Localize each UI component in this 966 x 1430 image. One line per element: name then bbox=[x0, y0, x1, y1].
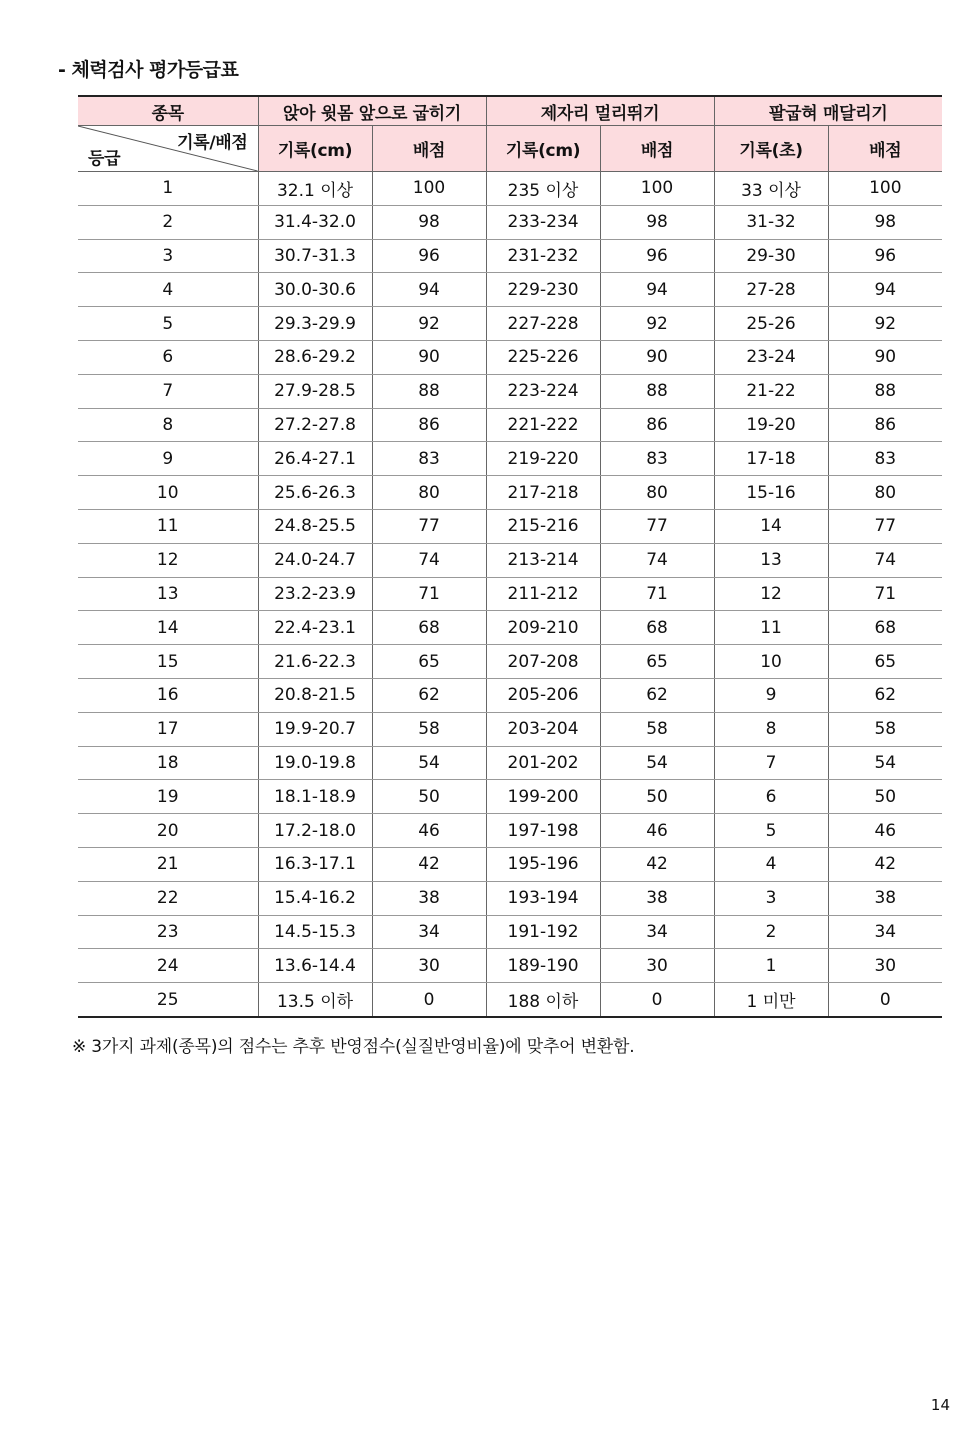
sub-header-record-cm: 기록(cm) bbox=[486, 126, 600, 172]
grade-cell: 3 bbox=[78, 239, 258, 273]
sit-reach-score-cell: 30 bbox=[372, 949, 486, 983]
sit-reach-score-cell: 83 bbox=[372, 442, 486, 476]
arm-hang-score-cell: 42 bbox=[828, 847, 942, 881]
arm-hang-score-cell: 88 bbox=[828, 374, 942, 408]
long-jump-record-cell: 201-202 bbox=[486, 746, 600, 780]
table-row bbox=[78, 611, 942, 645]
arm-hang-score-cell: 54 bbox=[828, 746, 942, 780]
sub-header-score: 배점 bbox=[828, 126, 942, 172]
arm-hang-record-cell: 27-28 bbox=[714, 273, 828, 307]
arm-hang-score-cell: 94 bbox=[828, 273, 942, 307]
grade-label: 등급 bbox=[88, 149, 121, 169]
grade-cell: 10 bbox=[78, 476, 258, 510]
arm-hang-record-cell: 9 bbox=[714, 678, 828, 712]
long-jump-record-cell: 213-214 bbox=[486, 543, 600, 577]
fitness-grade-table bbox=[78, 95, 942, 1018]
grade-cell: 5 bbox=[78, 307, 258, 341]
arm-hang-score-cell: 38 bbox=[828, 881, 942, 915]
table-row bbox=[78, 645, 942, 679]
sub-header-row bbox=[78, 126, 942, 172]
long-jump-score-cell: 54 bbox=[600, 746, 714, 780]
sit-reach-score-cell: 50 bbox=[372, 780, 486, 814]
grade-cell: 6 bbox=[78, 340, 258, 374]
event-header-standing-long-jump: 제자리 멀리뛰기 bbox=[486, 96, 714, 126]
sit-reach-score-cell: 34 bbox=[372, 915, 486, 949]
arm-hang-score-cell: 90 bbox=[828, 340, 942, 374]
long-jump-record-cell: 235 이상 bbox=[486, 172, 600, 206]
arm-hang-score-cell: 83 bbox=[828, 442, 942, 476]
sit-reach-record-cell: 30.0-30.6 bbox=[258, 273, 372, 307]
long-jump-record-cell: 191-192 bbox=[486, 915, 600, 949]
grade-cell: 16 bbox=[78, 678, 258, 712]
arm-hang-record-cell: 12 bbox=[714, 577, 828, 611]
long-jump-record-cell: 229-230 bbox=[486, 273, 600, 307]
long-jump-record-cell: 209-210 bbox=[486, 611, 600, 645]
table-row bbox=[78, 476, 942, 510]
long-jump-score-cell: 100 bbox=[600, 172, 714, 206]
sub-header-score: 배점 bbox=[600, 126, 714, 172]
long-jump-record-cell: 231-232 bbox=[486, 239, 600, 273]
table-row bbox=[78, 983, 942, 1017]
grade-cell: 11 bbox=[78, 509, 258, 543]
sit-reach-record-cell: 22.4-23.1 bbox=[258, 611, 372, 645]
sit-reach-record-cell: 29.3-29.9 bbox=[258, 307, 372, 341]
table-row bbox=[78, 577, 942, 611]
event-header-row bbox=[78, 96, 942, 126]
sub-header-record-cm: 기록(cm) bbox=[258, 126, 372, 172]
long-jump-score-cell: 62 bbox=[600, 678, 714, 712]
long-jump-record-cell: 203-204 bbox=[486, 712, 600, 746]
event-header-sit-and-reach: 앉아 윗몸 앞으로 굽히기 bbox=[258, 96, 486, 126]
table-row bbox=[78, 442, 942, 476]
arm-hang-record-cell: 1 미만 bbox=[714, 983, 828, 1017]
table-row bbox=[78, 205, 942, 239]
table-row bbox=[78, 543, 942, 577]
long-jump-record-cell: 189-190 bbox=[486, 949, 600, 983]
long-jump-record-cell: 217-218 bbox=[486, 476, 600, 510]
sit-reach-score-cell: 96 bbox=[372, 239, 486, 273]
grade-cell: 18 bbox=[78, 746, 258, 780]
arm-hang-score-cell: 92 bbox=[828, 307, 942, 341]
arm-hang-record-cell: 3 bbox=[714, 881, 828, 915]
sit-reach-record-cell: 20.8-21.5 bbox=[258, 678, 372, 712]
arm-hang-record-cell: 23-24 bbox=[714, 340, 828, 374]
long-jump-score-cell: 30 bbox=[600, 949, 714, 983]
sit-reach-record-cell: 13.6-14.4 bbox=[258, 949, 372, 983]
long-jump-score-cell: 88 bbox=[600, 374, 714, 408]
long-jump-score-cell: 80 bbox=[600, 476, 714, 510]
diagonal-header-cell bbox=[78, 126, 258, 172]
sit-reach-score-cell: 77 bbox=[372, 509, 486, 543]
grade-cell: 19 bbox=[78, 780, 258, 814]
arm-hang-score-cell: 77 bbox=[828, 509, 942, 543]
grade-cell: 9 bbox=[78, 442, 258, 476]
long-jump-score-cell: 65 bbox=[600, 645, 714, 679]
long-jump-score-cell: 96 bbox=[600, 239, 714, 273]
grade-cell: 7 bbox=[78, 374, 258, 408]
arm-hang-record-cell: 4 bbox=[714, 847, 828, 881]
event-header-flexed-arm-hang: 팔굽혀 매달리기 bbox=[714, 96, 942, 126]
sit-reach-score-cell: 86 bbox=[372, 408, 486, 442]
sit-reach-record-cell: 28.6-29.2 bbox=[258, 340, 372, 374]
long-jump-score-cell: 42 bbox=[600, 847, 714, 881]
long-jump-score-cell: 46 bbox=[600, 814, 714, 848]
grade-cell: 2 bbox=[78, 205, 258, 239]
sit-reach-record-cell: 16.3-17.1 bbox=[258, 847, 372, 881]
arm-hang-score-cell: 34 bbox=[828, 915, 942, 949]
arm-hang-score-cell: 71 bbox=[828, 577, 942, 611]
arm-hang-score-cell: 80 bbox=[828, 476, 942, 510]
sit-reach-score-cell: 88 bbox=[372, 374, 486, 408]
arm-hang-record-cell: 2 bbox=[714, 915, 828, 949]
grade-cell: 4 bbox=[78, 273, 258, 307]
table-row bbox=[78, 239, 942, 273]
arm-hang-score-cell: 0 bbox=[828, 983, 942, 1017]
table-row bbox=[78, 712, 942, 746]
arm-hang-score-cell: 58 bbox=[828, 712, 942, 746]
sit-reach-record-cell: 19.9-20.7 bbox=[258, 712, 372, 746]
sit-reach-record-cell: 18.1-18.9 bbox=[258, 780, 372, 814]
sit-reach-record-cell: 14.5-15.3 bbox=[258, 915, 372, 949]
long-jump-record-cell: 207-208 bbox=[486, 645, 600, 679]
long-jump-score-cell: 90 bbox=[600, 340, 714, 374]
arm-hang-score-cell: 62 bbox=[828, 678, 942, 712]
long-jump-record-cell: 193-194 bbox=[486, 881, 600, 915]
long-jump-record-cell: 219-220 bbox=[486, 442, 600, 476]
sit-reach-score-cell: 42 bbox=[372, 847, 486, 881]
sit-reach-score-cell: 80 bbox=[372, 476, 486, 510]
sit-reach-record-cell: 24.8-25.5 bbox=[258, 509, 372, 543]
long-jump-score-cell: 34 bbox=[600, 915, 714, 949]
arm-hang-score-cell: 50 bbox=[828, 780, 942, 814]
table-row bbox=[78, 949, 942, 983]
long-jump-score-cell: 58 bbox=[600, 712, 714, 746]
grade-cell: 25 bbox=[156, 989, 179, 1010]
long-jump-score-cell: 92 bbox=[600, 307, 714, 341]
event-label-header: 종목 bbox=[78, 96, 258, 126]
table-row bbox=[78, 307, 942, 341]
table-row bbox=[78, 847, 942, 881]
table-row bbox=[78, 678, 942, 712]
long-jump-score-cell: 38 bbox=[600, 881, 714, 915]
sit-reach-record-cell: 30.7-31.3 bbox=[258, 239, 372, 273]
arm-hang-record-cell: 7 bbox=[714, 746, 828, 780]
long-jump-score-cell: 77 bbox=[600, 509, 714, 543]
arm-hang-record-cell: 10 bbox=[714, 645, 828, 679]
grade-cell: 8 bbox=[78, 408, 258, 442]
arm-hang-record-cell: 5 bbox=[714, 814, 828, 848]
long-jump-score-cell: 50 bbox=[600, 780, 714, 814]
record-score-label: 기록/배점 bbox=[177, 133, 248, 153]
sit-reach-record-cell: 25.6-26.3 bbox=[258, 476, 372, 510]
grade-cell: 1 bbox=[78, 172, 258, 206]
sit-reach-record-cell: 26.4-27.1 bbox=[258, 442, 372, 476]
sit-reach-score-cell: 68 bbox=[372, 611, 486, 645]
sit-reach-score-cell: 62 bbox=[372, 678, 486, 712]
table-row bbox=[78, 509, 942, 543]
arm-hang-record-cell: 6 bbox=[714, 780, 828, 814]
long-jump-record-cell: 211-212 bbox=[486, 577, 600, 611]
table-row bbox=[78, 340, 942, 374]
arm-hang-score-cell: 68 bbox=[828, 611, 942, 645]
grade-cell: 21 bbox=[78, 847, 258, 881]
sub-header-score: 배점 bbox=[372, 126, 486, 172]
table-row bbox=[78, 746, 942, 780]
long-jump-record-cell: 227-228 bbox=[486, 307, 600, 341]
sit-reach-record-cell: 19.0-19.8 bbox=[258, 746, 372, 780]
table-row bbox=[78, 881, 942, 915]
sit-reach-record-cell: 23.2-23.9 bbox=[258, 577, 372, 611]
sit-reach-score-cell: 38 bbox=[372, 881, 486, 915]
arm-hang-record-cell: 11 bbox=[714, 611, 828, 645]
table-row bbox=[78, 814, 942, 848]
arm-hang-score-cell: 100 bbox=[828, 172, 942, 206]
arm-hang-score-cell: 65 bbox=[828, 645, 942, 679]
grade-cell: 13 bbox=[78, 577, 258, 611]
sit-reach-score-cell: 92 bbox=[372, 307, 486, 341]
long-jump-score-cell: 71 bbox=[600, 577, 714, 611]
sit-reach-score-cell: 58 bbox=[372, 712, 486, 746]
table-row bbox=[78, 273, 942, 307]
table-row bbox=[78, 780, 942, 814]
grade-cell: 15 bbox=[78, 645, 258, 679]
long-jump-score-cell: 86 bbox=[600, 408, 714, 442]
grade-cell: 17 bbox=[78, 712, 258, 746]
arm-hang-record-cell: 15-16 bbox=[714, 476, 828, 510]
sit-reach-record-cell: 15.4-16.2 bbox=[258, 881, 372, 915]
arm-hang-score-cell: 74 bbox=[828, 543, 942, 577]
grade-cell: 20 bbox=[78, 814, 258, 848]
table-row bbox=[78, 915, 942, 949]
sit-reach-score-cell: 46 bbox=[372, 814, 486, 848]
arm-hang-record-cell: 33 이상 bbox=[714, 172, 828, 206]
arm-hang-score-cell: 30 bbox=[828, 949, 942, 983]
sit-reach-score-cell: 100 bbox=[372, 172, 486, 206]
arm-hang-record-cell: 1 bbox=[714, 949, 828, 983]
sit-reach-score-cell: 65 bbox=[372, 645, 486, 679]
long-jump-record-cell: 223-224 bbox=[486, 374, 600, 408]
grade-cell: 23 bbox=[78, 915, 258, 949]
long-jump-record-cell: 197-198 bbox=[486, 814, 600, 848]
long-jump-record-cell: 233-234 bbox=[486, 205, 600, 239]
arm-hang-record-cell: 8 bbox=[714, 712, 828, 746]
grade-cell: 22 bbox=[78, 881, 258, 915]
sit-reach-record-cell: 24.0-24.7 bbox=[258, 543, 372, 577]
table-row bbox=[78, 408, 942, 442]
page-number: 14 bbox=[930, 1396, 950, 1414]
long-jump-score-cell: 74 bbox=[600, 543, 714, 577]
table-body bbox=[78, 172, 942, 1017]
arm-hang-score-cell: 98 bbox=[828, 205, 942, 239]
arm-hang-record-cell: 21-22 bbox=[714, 374, 828, 408]
long-jump-score-cell: 0 bbox=[600, 983, 714, 1017]
sit-reach-score-cell: 90 bbox=[372, 340, 486, 374]
arm-hang-record-cell: 29-30 bbox=[714, 239, 828, 273]
long-jump-record-cell: 225-226 bbox=[486, 340, 600, 374]
sit-reach-score-cell: 0 bbox=[372, 983, 486, 1017]
long-jump-record-cell: 188 이하 bbox=[486, 983, 600, 1017]
arm-hang-score-cell: 96 bbox=[828, 239, 942, 273]
long-jump-score-cell: 68 bbox=[600, 611, 714, 645]
grade-cell: 12 bbox=[78, 543, 258, 577]
sit-reach-score-cell: 94 bbox=[372, 273, 486, 307]
long-jump-record-cell: 199-200 bbox=[486, 780, 600, 814]
sit-reach-score-cell: 71 bbox=[372, 577, 486, 611]
sit-reach-score-cell: 98 bbox=[372, 205, 486, 239]
sit-reach-record-cell: 32.1 이상 bbox=[258, 172, 372, 206]
long-jump-record-cell: 215-216 bbox=[486, 509, 600, 543]
grade-cell: 24 bbox=[78, 949, 258, 983]
arm-hang-record-cell: 25-26 bbox=[714, 307, 828, 341]
arm-hang-record-cell: 17-18 bbox=[714, 442, 828, 476]
arm-hang-record-cell: 13 bbox=[714, 543, 828, 577]
sit-reach-record-cell: 27.9-28.5 bbox=[258, 374, 372, 408]
grade-cell: 14 bbox=[78, 611, 258, 645]
sit-reach-record-cell: 17.2-18.0 bbox=[258, 814, 372, 848]
sub-header-record-seconds: 기록(초) bbox=[714, 126, 828, 172]
arm-hang-record-cell: 31-32 bbox=[714, 205, 828, 239]
long-jump-record-cell: 195-196 bbox=[486, 847, 600, 881]
long-jump-record-cell: 205-206 bbox=[486, 678, 600, 712]
sit-reach-score-cell: 54 bbox=[372, 746, 486, 780]
table-row bbox=[78, 172, 942, 206]
long-jump-score-cell: 94 bbox=[600, 273, 714, 307]
long-jump-score-cell: 98 bbox=[600, 205, 714, 239]
sit-reach-record-cell: 13.5 이하 bbox=[258, 983, 372, 1017]
sit-reach-record-cell: 27.2-27.8 bbox=[258, 408, 372, 442]
arm-hang-record-cell: 14 bbox=[714, 509, 828, 543]
sit-reach-score-cell: 74 bbox=[372, 543, 486, 577]
arm-hang-score-cell: 46 bbox=[828, 814, 942, 848]
arm-hang-record-cell: 19-20 bbox=[714, 408, 828, 442]
table-row bbox=[78, 374, 942, 408]
sit-reach-record-cell: 21.6-22.3 bbox=[258, 645, 372, 679]
long-jump-score-cell: 83 bbox=[600, 442, 714, 476]
page-heading: - 체력검사 평가등급표 bbox=[58, 59, 239, 81]
long-jump-record-cell: 221-222 bbox=[486, 408, 600, 442]
arm-hang-score-cell: 86 bbox=[828, 408, 942, 442]
sit-reach-record-cell: 31.4-32.0 bbox=[258, 205, 372, 239]
footnote: ※ 3가지 과제(종목)의 점수는 추후 반영점수(실질반영비율)에 맞추어 변환함. bbox=[72, 1037, 635, 1057]
